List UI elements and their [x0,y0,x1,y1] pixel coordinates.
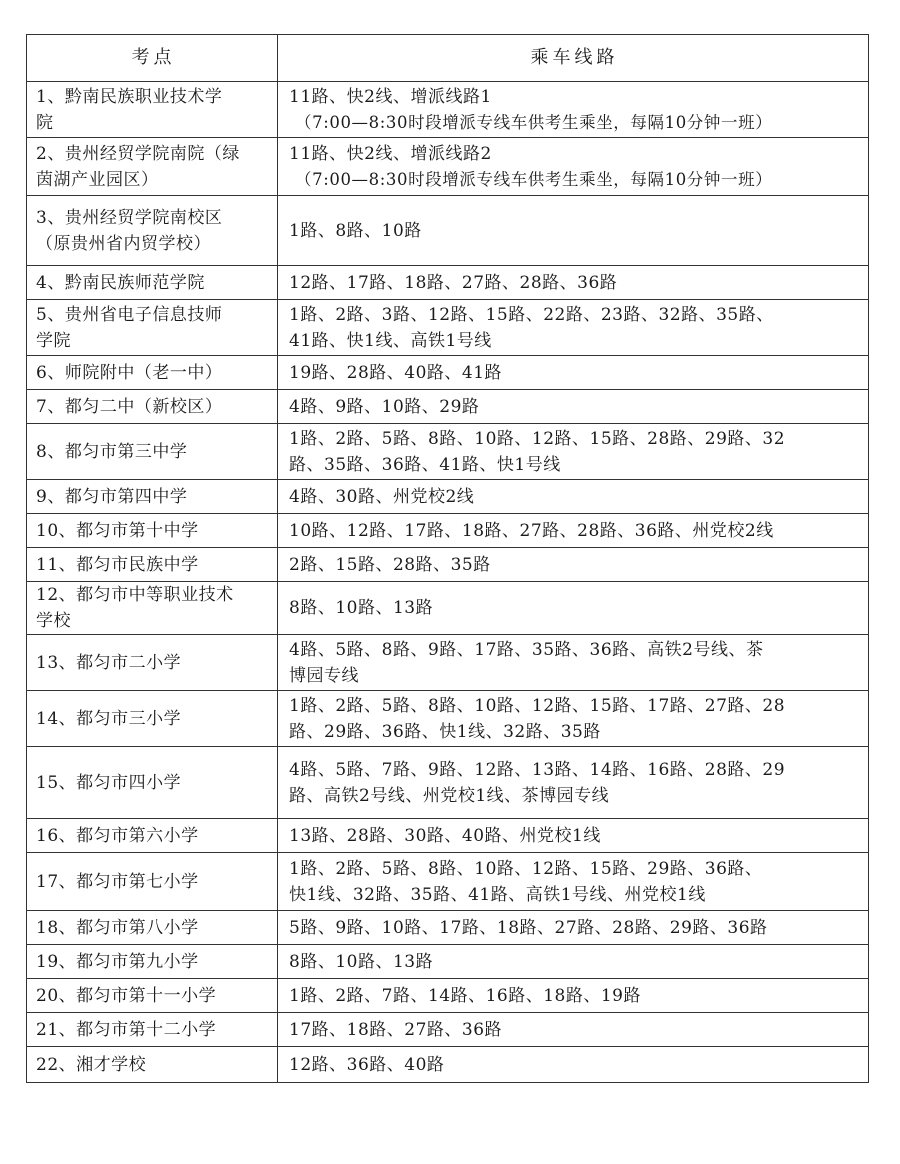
exam-site-cell [27,1013,278,1047]
exam-site-text: 14、都匀市三小学 [36,708,182,729]
bus-route-text: 11路、快2线、增派线路1 [289,86,492,107]
table-body [27,82,869,1083]
exam-site-cell [27,819,278,853]
table-row [27,514,869,548]
bus-route-text: 5路、9路、10路、17路、18路、27路、28路、29路、36路 [289,917,768,938]
table-row [27,911,869,945]
table-header-row [27,35,869,82]
bus-route-text: 路、高铁2号线、州党校1线、茶博园专线 [289,785,610,806]
exam-site-text: 学院 [36,330,71,351]
bus-route-text: （7:00—8:30时段增派专线车供考生乘坐，每隔10分钟一班） [295,169,773,189]
table-row [27,196,869,266]
exam-site-text: 8、都匀市第三中学 [36,441,188,462]
header-exam-site: 考点 [27,35,278,82]
table-row [27,853,869,911]
exam-site-text: 20、都匀市第十一小学 [36,985,217,1006]
table-row [27,548,869,582]
bus-route-text: 12路、36路、40路 [289,1054,445,1075]
exam-site-cell [27,548,278,582]
bus-route-text: 1路、8路、10路 [289,220,422,241]
exam-site-text: 9、都匀市第四中学 [36,486,188,507]
bus-route-cell [278,300,869,356]
table-row [27,356,869,390]
table-row [27,1013,869,1047]
exam-site-text: 3、贵州经贸学院南校区 [36,207,223,228]
bus-route-cell [278,691,869,747]
bus-route-cell [278,819,869,853]
bus-route-text: 17路、18路、27路、36路 [289,1019,503,1040]
bus-route-cell [278,582,869,635]
bus-route-text: 4路、30路、州党校2线 [289,486,475,507]
bus-route-cell [278,514,869,548]
exam-site-cell [27,911,278,945]
bus-route-cell [278,138,869,196]
exam-site-text: 5、贵州省电子信息技师 [36,304,223,325]
bus-route-text: 1路、2路、5路、8路、10路、12路、15路、28路、29路、32 [289,428,786,449]
table-row [27,979,869,1013]
table-row [27,138,869,196]
exam-site-text: 22、湘才学校 [36,1054,147,1075]
bus-route-text: 1路、2路、3路、12路、15路、22路、23路、32路、35路、 [289,304,774,325]
bus-route-cell [278,196,869,266]
exam-site-cell [27,138,278,196]
exam-site-cell [27,1047,278,1083]
bus-route-cell [278,853,869,911]
bus-route-text: 2路、15路、28路、35路 [289,554,491,575]
bus-route-cell [278,945,869,979]
bus-route-cell [278,979,869,1013]
exam-site-text: 1、黔南民族职业技术学 [36,86,223,107]
bus-route-cell [278,356,869,390]
bus-route-text: 4路、9路、10路、29路 [289,396,480,417]
exam-site-text: 2、贵州经贸学院南院（绿 [36,143,240,164]
exam-site-text: 10、都匀市第十中学 [36,520,199,541]
table-row [27,266,869,300]
bus-route-text: （7:00—8:30时段增派专线车供考生乘坐，每隔10分钟一班） [295,112,773,132]
bus-route-text: 1路、2路、7路、14路、16路、18路、19路 [289,985,641,1006]
bus-route-cell [278,424,869,480]
exam-site-cell [27,196,278,266]
exam-site-text: 茵湖产业园区） [36,169,159,190]
bus-route-cell [278,911,869,945]
exam-site-cell [27,582,278,635]
exam-site-text: 21、都匀市第十二小学 [36,1019,217,1040]
bus-route-text: 19路、28路、40路、41路 [289,362,503,383]
exam-site-cell [27,356,278,390]
bus-route-text: 1路、2路、5路、8路、10路、12路、15路、29路、36路、 [289,858,763,879]
bus-route-text: 12路、17路、18路、27路、28路、36路 [289,272,618,293]
exam-site-text: 11、都匀市民族中学 [36,554,199,575]
bus-route-text: 博园专线 [289,665,359,686]
exam-site-text: 6、师院附中（老一中） [36,362,223,383]
exam-site-cell [27,691,278,747]
bus-route-text: 1路、2路、5路、8路、10路、12路、15路、17路、27路、28 [289,695,786,716]
exam-site-cell [27,635,278,691]
bus-route-text: 快1线、32路、35路、41路、高铁1号线、州党校1线 [289,884,706,905]
exam-site-text: 18、都匀市第八小学 [36,917,199,938]
bus-route-text: 路、29路、36路、快1线、32路、35路 [289,721,601,742]
table-row [27,300,869,356]
bus-route-cell [278,1047,869,1083]
bus-route-cell [278,635,869,691]
bus-route-text: 11路、快2线、增派线路2 [289,143,492,164]
bus-routes-table [26,34,869,1083]
bus-route-text: 41路、快1线、高铁1号线 [289,330,492,351]
exam-site-text: 17、都匀市第七小学 [36,871,199,892]
exam-site-text: 15、都匀市四小学 [36,772,182,793]
table-row [27,945,869,979]
bus-route-text: 8路、10路、13路 [289,598,434,618]
bus-route-text: 13路、28路、30路、40路、州党校1线 [289,825,601,846]
exam-site-cell [27,945,278,979]
exam-site-cell [27,853,278,911]
bus-route-cell [278,266,869,300]
table-row [27,819,869,853]
exam-site-cell [27,424,278,480]
exam-site-cell [27,300,278,356]
exam-site-text: 13、都匀市二小学 [36,652,182,673]
exam-site-cell [27,979,278,1013]
table-row [27,691,869,747]
exam-site-text: 12、都匀市中等职业技术 [36,585,234,605]
exam-site-text: 学校 [36,611,71,631]
bus-route-text: 8路、10路、13路 [289,951,434,972]
bus-route-cell [278,1013,869,1047]
bus-route-cell [278,747,869,819]
exam-site-text: 19、都匀市第九小学 [36,951,199,972]
table-row [27,747,869,819]
exam-site-cell [27,480,278,514]
bus-route-text: 4路、5路、7路、9路、12路、13路、14路、16路、28路、29 [289,759,786,780]
exam-site-cell [27,266,278,300]
bus-route-text: 4路、5路、8路、9路、17路、35路、36路、高铁2号线、茶 [289,639,764,660]
header-bus-route: 乘车线路 [278,35,869,82]
table-row [27,424,869,480]
bus-route-cell [278,82,869,138]
exam-site-cell [27,82,278,138]
exam-site-text: 7、都匀二中（新校区） [36,396,223,417]
bus-route-cell [278,548,869,582]
exam-site-text: 院 [36,112,54,133]
exam-site-cell [27,390,278,424]
bus-route-text: 路、35路、36路、41路、快1号线 [289,454,561,475]
bus-route-cell [278,480,869,514]
exam-site-text: （原贵州省内贸学校） [36,233,211,254]
table-row [27,1047,869,1083]
table-row [27,635,869,691]
exam-site-cell [27,514,278,548]
exam-site-cell [27,747,278,819]
table-row [27,390,869,424]
bus-route-text: 10路、12路、17路、18路、27路、28路、36路、州党校2线 [289,520,774,541]
exam-site-text: 16、都匀市第六小学 [36,825,199,846]
bus-route-cell [278,390,869,424]
table-row [27,480,869,514]
table-row [27,82,869,138]
table-row [27,582,869,635]
exam-site-text: 4、黔南民族师范学院 [36,272,205,293]
